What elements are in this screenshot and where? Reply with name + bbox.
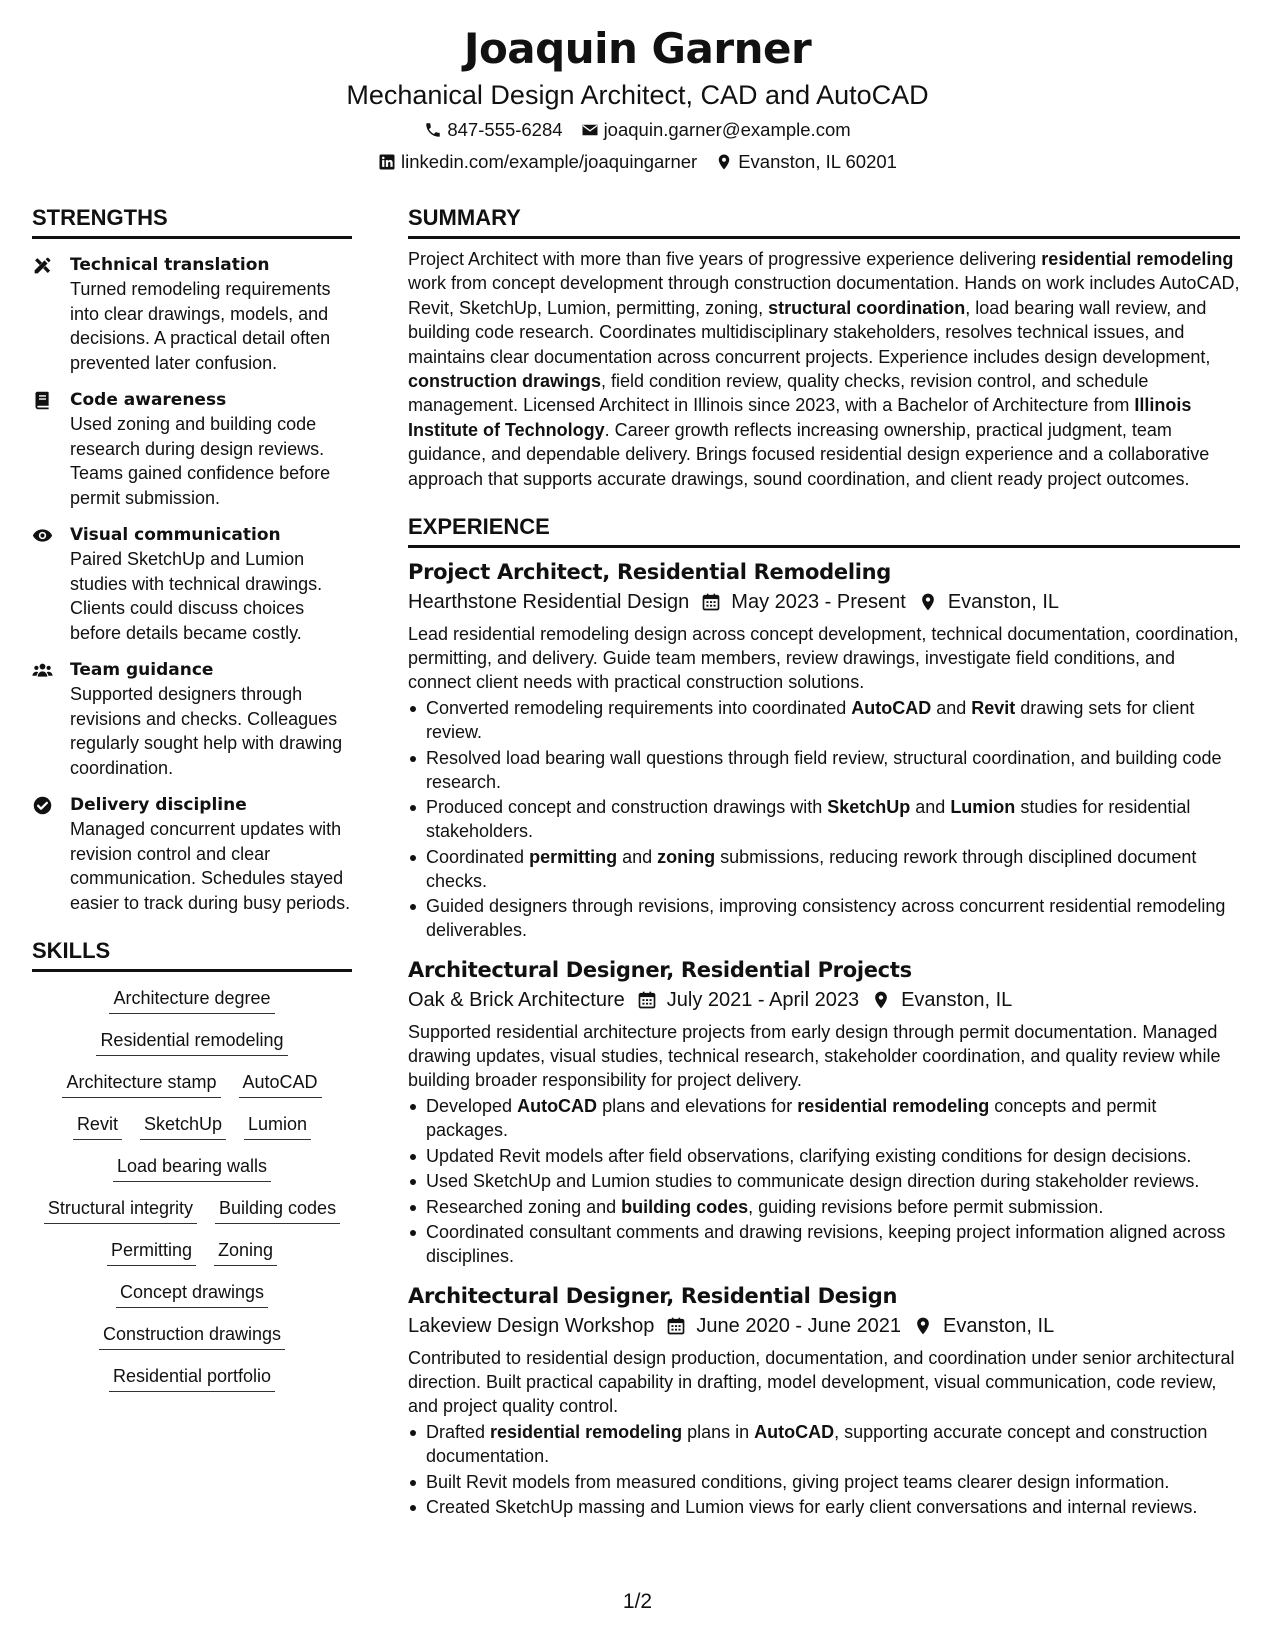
- skill-tag: Permitting: [107, 1238, 196, 1266]
- text-segment: and: [617, 846, 658, 867]
- phone-number: 847-555-6284: [447, 119, 563, 140]
- skill-tag: Building codes: [215, 1196, 340, 1224]
- job-company: Oak & Brick Architecture: [408, 989, 625, 1012]
- skill-tag: Residential remodeling: [96, 1028, 287, 1056]
- job-bullets: [408, 1094, 1240, 1268]
- contact-row-1: [0, 118, 1275, 142]
- job-description: Contributed to residential design production, documentation, and coordination under senior architectural direction. Built practical capability in drafting, model development, visual communication, code review, and project quality control.: [408, 1348, 1235, 1417]
- bold-text: building codes: [621, 1196, 749, 1217]
- bold-text: AutoCAD: [517, 1096, 598, 1117]
- strength-text: Managed concurrent updates with revision control and clear communication. Schedules stayed easier to track during busy periods.: [70, 819, 351, 913]
- bold-text: SketchUp: [827, 797, 911, 818]
- strength-item: [32, 253, 352, 375]
- text-segment: Project Architect with more than five years of progressive experience delivering: [408, 249, 1042, 269]
- linkedin-icon: [378, 153, 396, 171]
- phone-icon: [424, 121, 442, 139]
- bullet-item: [408, 1420, 1240, 1468]
- skill-tag: Lumion: [244, 1112, 311, 1140]
- bold-text: residential remodeling: [797, 1096, 990, 1117]
- calendar-icon: [666, 1316, 686, 1336]
- text-segment: studies for residential stakeholders.: [426, 797, 1191, 842]
- text-segment: Researched zoning and: [426, 1196, 622, 1217]
- job-dates: July 2021 - April 2023: [666, 989, 860, 1012]
- summary-text: [408, 247, 1240, 491]
- strength-text: Paired SketchUp and Lumion studies with technical drawings. Clients could discuss choices before details became costly.: [70, 549, 323, 643]
- skills-section: [32, 937, 352, 1392]
- skill-tag: SketchUp: [140, 1112, 226, 1140]
- text-segment: , field condition review, quality checks, revision control, and schedule management. Licensed Architect in Illinois since 2023, with a Bachelor of Architecture from: [408, 371, 1149, 416]
- jobs-list: [408, 558, 1240, 1519]
- strength-text: Supported designers through revisions and checks. Colleagues regularly sought help with drawing coordination.: [70, 684, 343, 778]
- text-segment: and: [931, 698, 972, 719]
- skill-row: [32, 1322, 352, 1350]
- map-pin-icon: [871, 990, 891, 1010]
- job-bullets: [408, 1420, 1240, 1519]
- book-icon: [32, 390, 53, 411]
- bullet-item: [408, 1470, 1240, 1494]
- bullet-item: [408, 795, 1240, 843]
- bullet-item: [408, 1169, 1240, 1193]
- experience-heading: EXPERIENCE: [408, 513, 1240, 548]
- resume-header: [0, 22, 1275, 174]
- job-meta: [408, 1312, 1240, 1340]
- map-pin-icon: [715, 153, 733, 171]
- right-column: [408, 204, 1240, 1521]
- summary-heading: SUMMARY: [408, 204, 1240, 239]
- bullet-item: [408, 1094, 1240, 1142]
- bold-text: residential remodeling: [490, 1422, 683, 1443]
- skills-heading: SKILLS: [32, 937, 352, 972]
- map-pin-icon: [913, 1316, 933, 1336]
- job-description: Lead residential remodeling design across concept development, technical documentation, coordination, permitting, and delivery. Guide team members, review drawings, investigate field conditions, and connect client needs with practical construction solutions.: [408, 624, 1239, 693]
- bold-text: AutoCAD: [754, 1422, 835, 1443]
- linkedin-contact[interactable]: [378, 150, 697, 174]
- page-number: 1/2: [622, 1590, 653, 1613]
- calendar-icon: [637, 990, 657, 1010]
- bold-text: residential remodeling: [1041, 249, 1234, 269]
- text-segment: Converted remodeling requirements into coordinated: [426, 698, 852, 719]
- text-segment: Guided designers through revisions, improving consistency across concurrent residential remodeling deliverables.: [426, 896, 1226, 941]
- location-text: Evanston, IL 60201: [738, 151, 897, 172]
- text-segment: Coordinated consultant comments and drawing revisions, keeping project information aligned across disciplines.: [426, 1222, 1226, 1267]
- strength-text: Used zoning and building code research during design reviews. Teams gained confidence before permit submission.: [70, 414, 331, 508]
- bullet-item: [408, 1195, 1240, 1219]
- bullet-item: [408, 1144, 1240, 1168]
- bullet-item: [408, 894, 1240, 942]
- bullet-item: [408, 746, 1240, 794]
- strengths-heading: STRENGTHS: [32, 204, 352, 239]
- strength-title: Technical translation: [70, 255, 270, 275]
- bullet-item: [408, 845, 1240, 893]
- text-segment: concepts and permit packages.: [426, 1096, 1157, 1141]
- email-contact[interactable]: [581, 118, 851, 142]
- phone-contact: [424, 118, 562, 142]
- job-entry: [408, 558, 1240, 942]
- text-segment: Built Revit models from measured conditions, giving project teams clearer design information.: [426, 1471, 1170, 1492]
- skill-tag: AutoCAD: [239, 1070, 322, 1098]
- job-description: Supported residential architecture projects from early design through permit documentation. Managed drawing updates, visual studies, technical research, stakeholder coordination, and quality review while building broader responsibility for project delivery.: [408, 1022, 1221, 1091]
- experience-section: [408, 513, 1240, 1519]
- linkedin-url[interactable]: linkedin.com/example/joaquingarner: [401, 151, 698, 172]
- skill-tag: Load bearing walls: [113, 1154, 271, 1182]
- strength-title: Team guidance: [70, 660, 214, 680]
- skill-tag: Architecture stamp: [62, 1070, 220, 1098]
- strength-item: [32, 793, 352, 915]
- text-segment: , guiding revisions before permit submission.: [748, 1196, 1104, 1217]
- skill-tag: Construction drawings: [99, 1322, 285, 1350]
- text-segment: . Career growth reflects increasing ownership, practical judgment, team guidance, and dependable delivery. Brings focused residential design experience and a collaborative approach that supports accurate drawings, sound coordination, and client ready project outcomes.: [408, 419, 1210, 489]
- bold-text: zoning: [657, 846, 716, 867]
- strength-item: [32, 523, 352, 645]
- skill-row: [32, 1364, 352, 1392]
- text-segment: submissions, reducing rework through disciplined document checks.: [426, 846, 1197, 891]
- strength-text: Turned remodeling requirements into clear drawings, models, and decisions. A practical detail often prevented later confusion.: [70, 279, 331, 373]
- bullet-item: [408, 1495, 1240, 1519]
- skill-tag: Residential portfolio: [109, 1364, 275, 1392]
- job-title: Architectural Designer, Residential Projects: [408, 958, 912, 983]
- envelope-icon: [581, 121, 599, 139]
- job-dates: June 2020 - June 2021: [696, 1315, 902, 1338]
- text-segment: Produced concept and construction drawings with: [426, 797, 828, 818]
- bold-text: Revit: [971, 698, 1016, 719]
- strength-item: [32, 388, 352, 510]
- skill-tag: Structural integrity: [44, 1196, 197, 1224]
- users-icon: [32, 660, 53, 681]
- text-segment: Coordinated: [426, 846, 530, 867]
- text-segment: plans in: [682, 1422, 755, 1443]
- pencil-ruler-icon: [32, 255, 53, 276]
- job-entry: [408, 956, 1240, 1268]
- strength-title: Code awareness: [70, 390, 227, 410]
- strength-item: [32, 658, 352, 780]
- candidate-name: Joaquin Garner: [463, 24, 812, 73]
- strength-title: Delivery discipline: [70, 795, 247, 815]
- job-meta: [408, 588, 1240, 616]
- job-company: Hearthstone Residential Design: [408, 591, 690, 614]
- skill-row: [32, 1280, 352, 1308]
- text-segment: work from concept development through construction documentation. Hands on work includes AutoCAD, Revit, SketchUp, Lumion, permitting, zoning,: [408, 273, 1240, 318]
- text-segment: drawing sets for client review.: [426, 698, 1195, 743]
- skill-row: [32, 1196, 352, 1224]
- job-location: Evanston, IL: [901, 989, 1013, 1012]
- skill-row: [32, 1154, 352, 1182]
- job-title: Project Architect, Residential Remodeling: [408, 560, 892, 585]
- text-segment: Updated Revit models after field observations, clarifying existing conditions for design decisions.: [426, 1145, 1192, 1166]
- skills-list: [32, 986, 352, 1392]
- bold-text: Lumion: [950, 797, 1016, 818]
- bullet-item: [408, 1220, 1240, 1268]
- skill-tag: Revit: [73, 1112, 122, 1140]
- text-segment: Developed: [426, 1096, 518, 1117]
- check-circle-icon: [32, 795, 53, 816]
- job-company: Lakeview Design Workshop: [408, 1315, 655, 1338]
- contact-row-2: [0, 150, 1275, 174]
- bold-text: construction drawings: [408, 371, 602, 392]
- eye-icon: [32, 525, 53, 546]
- skill-row: [32, 1112, 352, 1140]
- left-column: [32, 204, 352, 1406]
- strengths-list: [32, 253, 352, 915]
- map-pin-icon: [918, 592, 938, 612]
- candidate-title: Mechanical Design Architect, CAD and AutoCAD: [346, 80, 929, 110]
- text-segment: Used SketchUp and Lumion studies to communicate design direction during stakeholder reviews.: [426, 1171, 1200, 1192]
- calendar-icon: [701, 592, 721, 612]
- text-segment: , load bearing wall review, and building code research. Coordinates multidisciplinary stakeholders, resolves technical issues, and maintains clear documentation across concurrent projects. Experience includes design development,: [408, 297, 1211, 367]
- bold-text: structural coordination: [768, 297, 966, 318]
- text-segment: Drafted: [426, 1422, 491, 1443]
- job-location: Evanston, IL: [947, 591, 1059, 614]
- job-bullets: [408, 696, 1240, 942]
- job-title: Architectural Designer, Residential Design: [408, 1284, 898, 1309]
- skill-row: [32, 1028, 352, 1056]
- skill-row: [32, 986, 352, 1014]
- job-dates: May 2023 - Present: [731, 591, 906, 614]
- skill-row: [32, 1070, 352, 1098]
- job-entry: [408, 1282, 1240, 1519]
- text-segment: plans and elevations for: [597, 1096, 798, 1117]
- skill-row: [32, 1238, 352, 1266]
- job-location: Evanston, IL: [943, 1315, 1055, 1338]
- bold-text: AutoCAD: [851, 698, 932, 719]
- bold-text: permitting: [529, 846, 618, 867]
- bullet-item: [408, 696, 1240, 744]
- job-meta: [408, 986, 1240, 1014]
- bold-text: Illinois Institute of Technology: [408, 395, 1192, 440]
- email-address[interactable]: joaquin.garner@example.com: [603, 119, 851, 140]
- text-segment: Resolved load bearing wall questions through field review, structural coordination, and building code research.: [426, 747, 1222, 792]
- skill-tag: Zoning: [214, 1238, 277, 1266]
- text-segment: , supporting accurate concept and construction documentation.: [426, 1422, 1208, 1467]
- location-contact: [715, 150, 897, 174]
- text-segment: and: [910, 797, 951, 818]
- skill-tag: Concept drawings: [116, 1280, 268, 1308]
- strength-title: Visual communication: [70, 525, 281, 545]
- text-segment: Created SketchUp massing and Lumion views for early client conversations and internal reviews.: [426, 1497, 1198, 1518]
- skill-tag: Architecture degree: [109, 986, 274, 1014]
